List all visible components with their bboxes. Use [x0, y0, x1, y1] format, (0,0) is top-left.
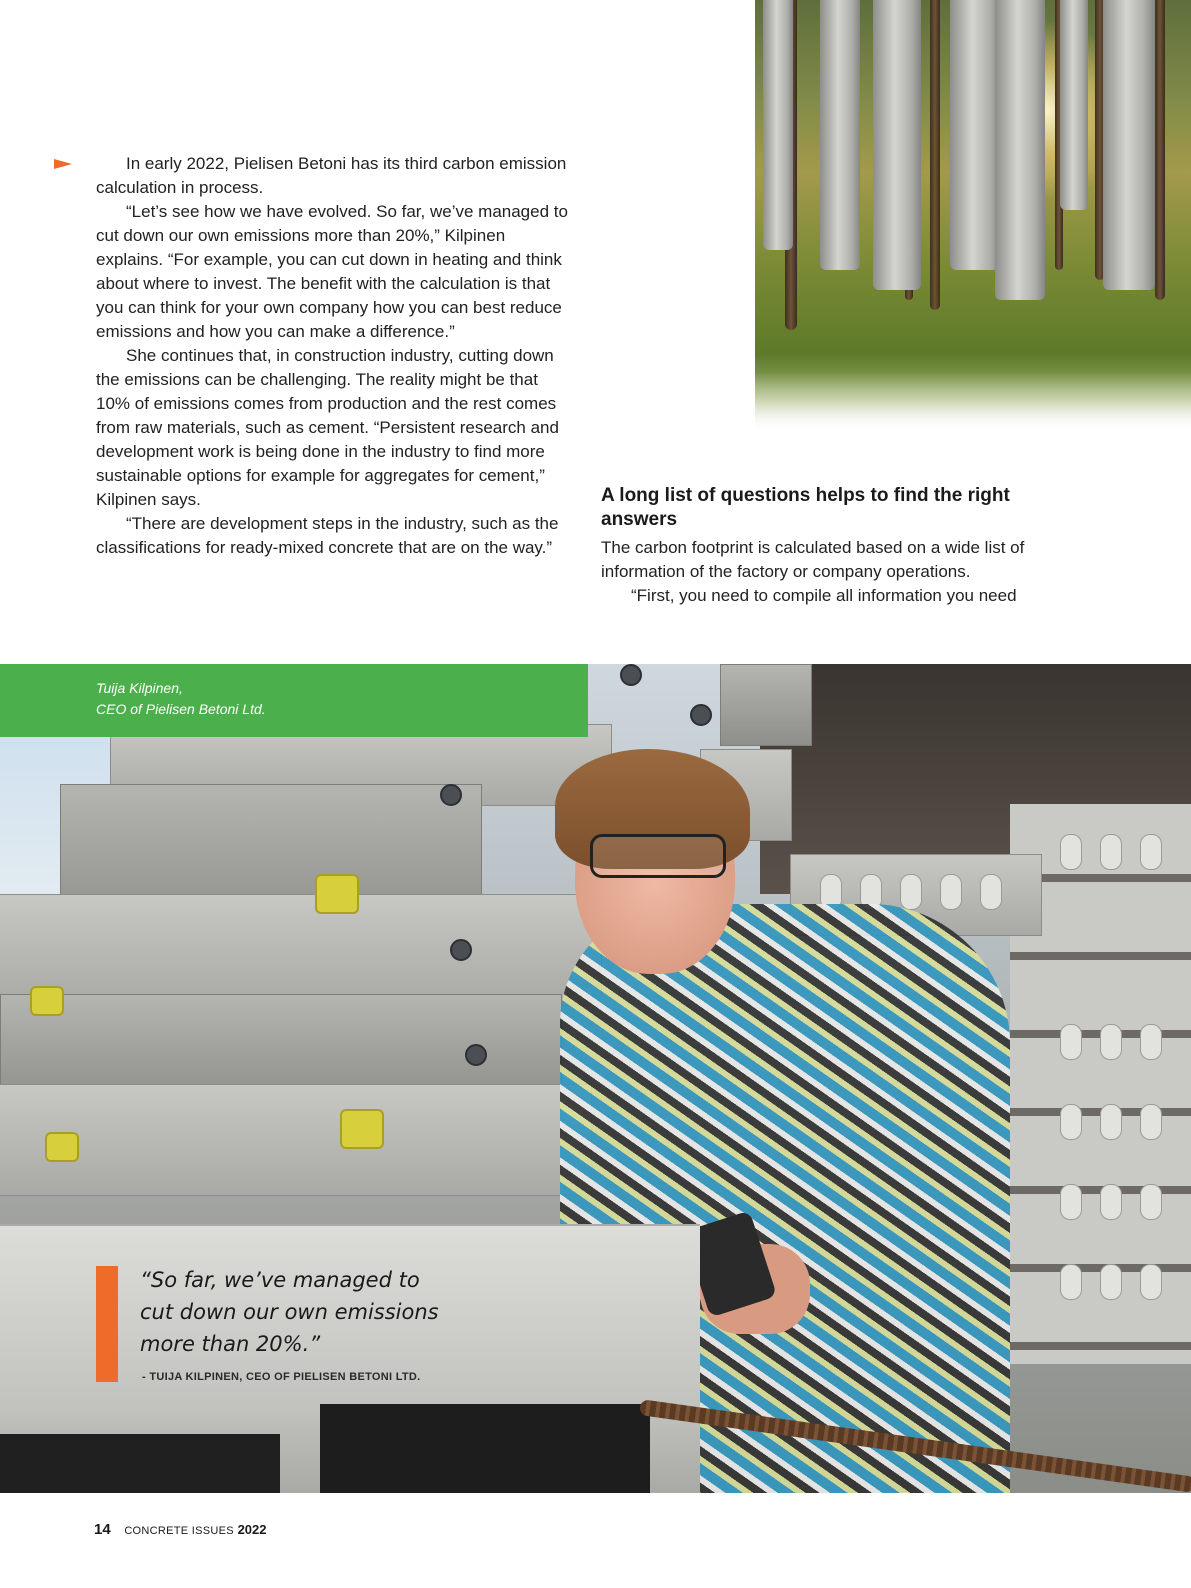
caption-role: CEO of Pielisen Betoni Ltd. — [96, 701, 266, 717]
paragraph-marker-icon — [54, 159, 72, 169]
magazine-year: 2022 — [237, 1522, 267, 1537]
body-text-left — [96, 152, 574, 560]
forest-concrete-pillars-photo — [755, 0, 1191, 432]
magazine-name: CONCRETE ISSUES — [124, 1525, 234, 1537]
pull-quote — [140, 1264, 520, 1360]
body-paragraph: “Let’s see how we have evolved. So far, we’ve managed to cut down our own emissions more than 20%,” Kilpinen explains. “For example, you can cut down in heating and think about where to invest. The benefit with the calculation is that you can think for your own company how you can best reduce emissions and how you can make a difference.” — [96, 202, 568, 341]
pull-quote-line: cut down our own emissions — [140, 1300, 439, 1324]
body-paragraph: “First, you need to compile all information you need — [631, 586, 1017, 605]
page-footer — [94, 1521, 267, 1538]
body-paragraph: In early 2022, Pielisen Betoni has its third carbon emission calculation in process. — [96, 154, 567, 197]
photo-caption — [0, 664, 588, 737]
body-paragraph: She continues that, in construction industry, cutting down the emissions can be challenging. The reality might be that 10% of emissions comes from production and the rest comes from raw materials, such as cement. “Persistent research and development work is being done in the industry to find more sustainable options for example for aggregates for cement,” Kilpinen says. — [96, 346, 559, 509]
section-heading: A long list of questions helps to find the right answers — [601, 485, 1010, 530]
caption-name: Tuija Kilpinen, — [96, 680, 183, 696]
pull-quote-attribution: - TUIJA KILPINEN, CEO OF PIELISEN BETONI LTD. — [142, 1371, 421, 1383]
pull-quote-bar — [96, 1266, 118, 1382]
body-text-right — [601, 536, 1081, 608]
portrait-photo — [0, 664, 1191, 1493]
pull-quote-line: more than 20%.” — [140, 1332, 321, 1356]
body-paragraph: “There are development steps in the industry, such as the classifications for ready-mixed concrete that are on the way.” — [96, 514, 559, 557]
page-number: 14 — [94, 1521, 111, 1538]
body-paragraph: The carbon footprint is calculated based on a wide list of information of the factory or company operations. — [601, 538, 1025, 581]
pull-quote-line: “So far, we’ve managed to — [140, 1268, 420, 1292]
